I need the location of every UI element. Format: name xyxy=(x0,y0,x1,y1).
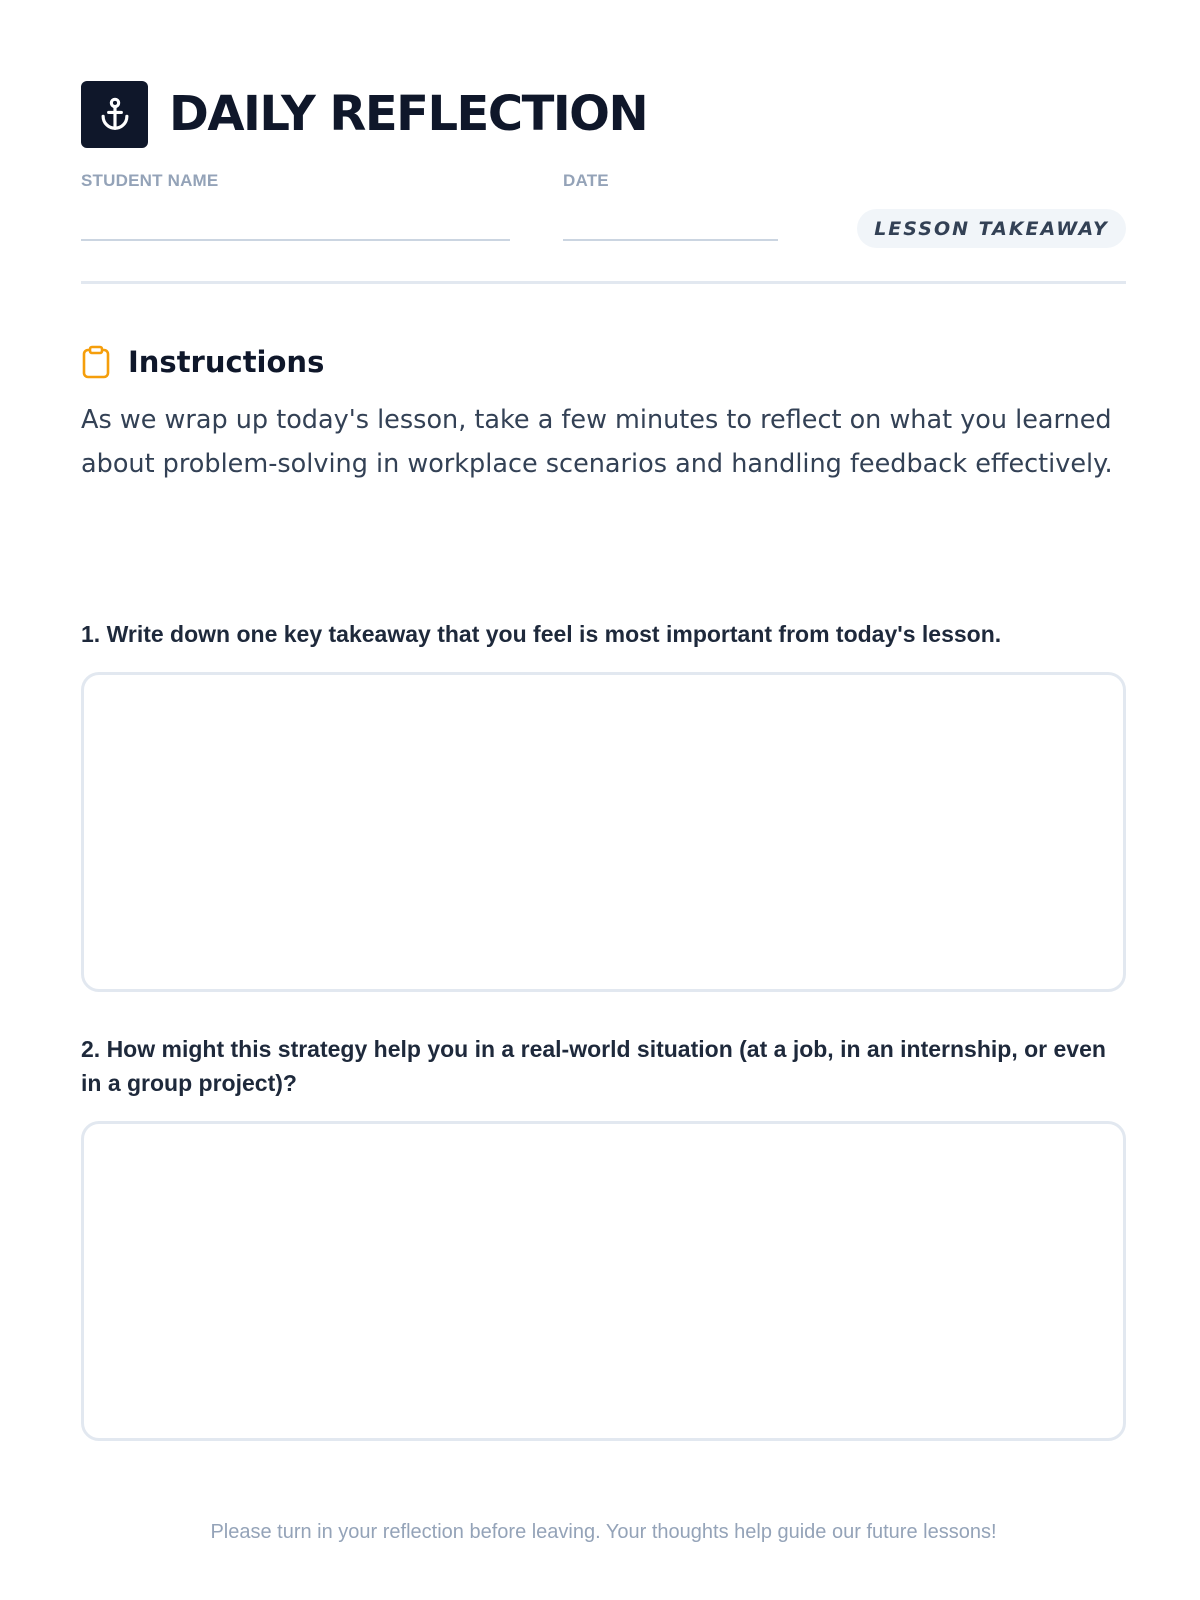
student-name-label: STUDENT NAME xyxy=(81,171,219,190)
question-1: 1. Write down one key takeaway that you feel is most important from today's lesson. xyxy=(81,621,1002,647)
clipboard-icon xyxy=(81,345,111,379)
instructions-heading xyxy=(81,342,324,382)
date-label: DATE xyxy=(563,171,609,190)
question-2: 2. How might this strategy help you in a real-world situation (at a job, in an internship, or even in a group project)? xyxy=(81,1036,1106,1096)
page-title: DAILY REFLECTION xyxy=(169,86,648,142)
date-field[interactable] xyxy=(563,171,609,191)
header-divider xyxy=(81,281,1126,284)
instructions-text: As we wrap up today's lesson, take a few minutes to reflect on what you learned about problem-solving in workplace scenarios and handling feedback effectively. xyxy=(81,405,1113,479)
student-name-line[interactable] xyxy=(81,239,510,241)
instructions-title: Instructions xyxy=(128,345,325,379)
date-line[interactable] xyxy=(563,239,778,241)
answer-box-2[interactable] xyxy=(81,1121,1126,1441)
footer-note: Please turn in your reflection before leaving. Your thoughts help guide our future lessons! xyxy=(210,1521,997,1543)
student-name-field[interactable] xyxy=(81,171,218,191)
header xyxy=(81,80,1126,148)
anchor-icon xyxy=(81,81,148,148)
answer-box-1[interactable] xyxy=(81,672,1126,992)
worksheet-page xyxy=(81,80,1126,1543)
student-info-row xyxy=(81,171,1126,263)
lesson-takeaway-badge: LESSON TAKEAWAY xyxy=(857,209,1126,248)
